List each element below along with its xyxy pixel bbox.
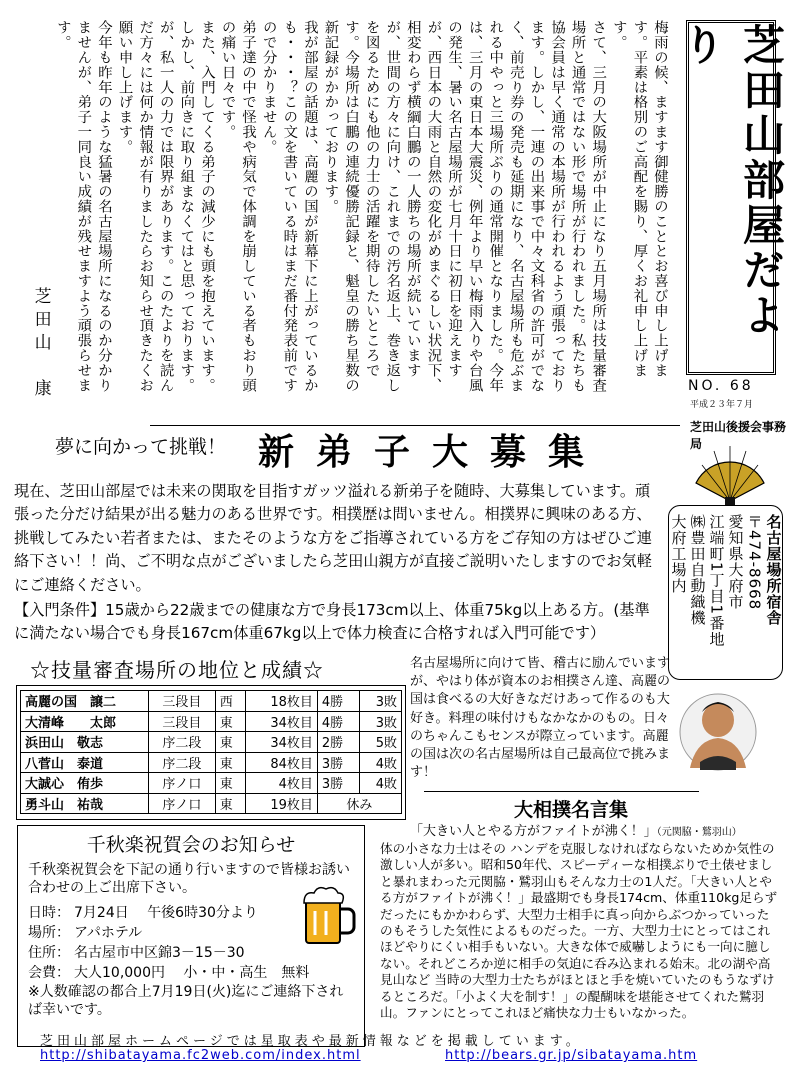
celebration-title: 千秋楽祝賀会のお知らせ [86,834,296,856]
wrestler-number: 34枚目 [246,732,318,753]
quote-body: 体の小さな力士はその ハンデを克服しなければならないためか気性の激しい人が多い。昭和50年代、スピーディーな相撲ぶりで土俵せましと暴れまわった元関脇・鷲羽山もそんな力士の1人だ。「大きい人とやる方がファイトが沸く！」最盛期でも身長174cm、体重110kg足らずだったにもかかわらず、大型力士相手に真っ向からぶつかっていったのもそうした気性によるものだった。一方、大型力士にとってはこれほどやりにくい相手もいない。大きな体で威嚇しようにも一向に臆しない。それどころか逆に相手の気迫に呑み込まれる始末。北の湖や高見山など 当時の大型力士たちがほとほと手を焼いていたのもうなずけるところだ。「小よく大を制す！」の醍醐味を堪能させてくれた鷲羽山。ファンにとってこれほど痛快な力士もいなかった。 [380,841,778,1021]
table-row [21,752,402,773]
letter-paragraph: さて、三月の大阪場所が中止になり五月場所は技量審査場所と通常ではない形で場所が行われました。私たちも協会員は早く通常の本場所が行われるよう頑張っております。しかし、一連の出来事で中々文科省の許可がでなく、前売り券の発売も延期になり、名古屋場所も危ぶまれる中やっと三場所ぶりの通常開催となりました。今年は、三月の東日本大震災、例年より早い梅雨入りや台風の発生、暑い名古屋場所が七月十日に初日を迎えますが、西日本の大雨と自然の変化がめまぐるしい状況下、相変わらず横綱白鵬の一人勝ちの場所が続いていますが、世間の方々に向け、これまでの汚名返上、巻き返しを図るためにも他の力士の活躍を期待したいところです。今場所は白鵬の連続優勝記録と、魁皇の勝ち星数の新記録がかかっております。 [322,20,607,393]
wrestler-side: 東 [215,732,246,753]
wrestler-name: 高麗の国 譲二 [21,691,149,712]
wrestler-wins: 4勝 [317,691,359,712]
lodging-company: ㈱豊田自動織機 [688,514,707,626]
detail-label: 日時： [28,905,70,921]
wrestler-rank: 序ノ口 [149,773,216,794]
letter-paragraph: また、入門してくる弟子の減少にも頭を抱えています。しかし、前向きに取り組まなくてはと思っております。が、私一人の力では限界があります。このたよりを読んだ方々には何か情報が有りましたらお知らせ頂きたくお願い申し上げます。 [116,20,215,393]
folding-fan-icon [690,435,770,507]
wrestler-rank: 序ノ口 [149,793,216,814]
letter-paragraph: 我が部屋の話題は、高麗の国が新幕下に上がっているかも・・・？この文を書いている時はまだ番付発表前ですので分かりません。 [260,20,318,393]
wrestler-name: 浜田山 敬志 [21,732,149,753]
wrestler-losses: 4敗 [359,773,401,794]
wrestler-name: 八菅山 泰道 [21,752,149,773]
recruit-body: 現在、芝田山部屋では未来の関取を目指すガッツ溢れる新弟子を随時、大募集しています。頑張った分だけ結果が出る魅力のある世界です。相撲歴は問いません。相撲界に興味のある方、挑戦してみたい若者または、またそのような方をご指導されている方をご存知の方はぜひご連絡下さい！！尚、ご不明な点がございましたら芝田山親方が直接ご説明いたしますのでお気軽にご連絡ください。 [14,482,652,594]
quotes-divider [424,791,699,792]
ranking-table [20,690,402,814]
quote-text: 「大きい人とやる方がファイトが沸く！」 [410,824,657,839]
footer-text: 芝田山部屋ホームページでは星取表や最新情報などを掲載しています。 [40,1034,583,1049]
wrestler-rank: 序二段 [149,752,216,773]
bears-link[interactable]: http://bears.gr.jp/sibatayama.htm [445,1048,698,1063]
detail-value: 大人10,000円 小・中・高生 無料 [74,965,310,981]
ranking-title: ☆技量審査場所の地位と成績☆ [30,658,324,682]
letter-paragraph: 弟子達の中で怪我や病気で体調を崩している者もおり頭の痛い日々です。 [219,20,257,393]
detail-value: アパホテル [74,925,143,941]
letter-paragraph: 今年も昨年のような猛暑の名古屋場所になるのか分かりませんが、弟子一同良い成績が残せますよう頑張らせます。 [54,20,112,393]
wrestler-rank: 三段目 [149,711,216,732]
nagoya-message: 名古屋場所に向けて皆、稽古に励んでいますが、やはり体が資本のお相撲さん達、高麗の国は食べるの大好きなだけあって作るのも大好き。料理の味付けもなかなかのもの。日々のちゃんこもセンスが際立っています。高麗の国は次の名古屋場所は自己最高位で挑みます！ [410,656,671,781]
wrestler-wins: 3勝 [317,773,359,794]
newsletter-title: 芝田山部屋だより [677,23,786,338]
detail-row [28,963,354,983]
detail-label: 住所： [28,945,70,961]
wrestler-number: 19枚目 [246,793,318,814]
detail-value: 7月24日 午後6時30分より [74,905,258,921]
wrestler-number: 84枚目 [246,752,318,773]
issue-number: NO. 68 [688,378,754,394]
wrestler-side: 東 [215,773,246,794]
table-row [21,793,402,814]
newsletter-title-box [677,20,786,375]
issue-date: 平成２３年７月 [690,400,754,410]
wrestler-wins: 3勝 [317,752,359,773]
wrestler-rank: 三段目 [149,691,216,712]
detail-label: 会費： [28,965,70,981]
celebration-note: ※人数確認の都合上7月19日(火)迄にご連絡下されば幸いです。 [28,984,344,1018]
wrestler-side: 東 [215,711,246,732]
lodging-postal: 〒474-8668 [745,514,764,611]
celebration-intro: 千秋楽祝賀会を下記の通り行いますので皆様お誘い合わせの上ご出席下さい。 [28,862,350,896]
recruit-headline: 新弟子大募集 [258,431,607,473]
table-row [21,691,402,712]
wrestler-wins: 2勝 [317,732,359,753]
office-name: 芝田山後援会事務局 [690,420,787,451]
wrestler-name: 大清峰 太郎 [21,711,149,732]
wrestler-name: 大誠心 侑歩 [21,773,149,794]
detail-label: 場所： [28,925,70,941]
wrestler-rank: 序二段 [149,732,216,753]
wrestler-wins: 4勝 [317,711,359,732]
lodging-address-line: 江端町1丁目1番地 [707,514,726,648]
homepage-link[interactable]: http://shibatayama.fc2web.com/index.html [40,1048,361,1063]
wrestler-number: 34枚目 [246,711,318,732]
table-row [21,711,402,732]
wrestler-portrait [678,690,758,774]
table-row [21,732,402,753]
wrestler-number: 4枚目 [246,773,318,794]
letter-signature: 芝田山 康 [30,287,51,402]
lodging-heading: 名古屋場所宿舎 [764,514,783,626]
table-row [21,773,402,794]
beer-mug-icon [300,885,358,947]
detail-value: 名古屋市中区錦3－15－30 [74,945,245,961]
wrestler-side: 西 [215,691,246,712]
wrestler-name: 勇斗山 祐哉 [21,793,149,814]
footer-links [40,1048,780,1063]
recruit-section [14,480,664,646]
wrestler-side: 東 [215,793,246,814]
wrestler-rest: 休み [317,793,401,814]
quote-attribution: （元関脇・鷲羽山） [656,827,742,838]
quotes-title: 大相撲名言集 [514,799,629,821]
wrestler-losses: 4敗 [359,752,401,773]
letter-paragraph: 梅雨の候、ますます御健勝のこととお喜び申し上げます。平素は格別のご高配を賜り、厚くお礼申し上げます。 [610,20,668,378]
wrestler-losses: 3敗 [359,711,401,732]
quote-line [410,820,742,839]
wrestler-number: 18枚目 [246,691,318,712]
lodging-address-box [668,505,783,680]
wrestler-losses: 3敗 [359,691,401,712]
greeting-letter [30,20,670,402]
recruit-subtitle: 夢に向かって挑戦！ [55,436,227,458]
wrestler-side: 東 [215,752,246,773]
wrestler-losses: 5敗 [359,732,401,753]
recruit-condition: 【入門条件】15歳から22歳までの健康な方で身長173cm以上、体重75kg以上ある方。(基準に満たない場合でも身長167cm体重67kg以上で体力検査に合格すれば入門可能です） [14,601,650,643]
lodging-company: 大府工場内 [669,514,688,594]
lodging-address-line: 愛知県大府市 [726,514,745,610]
